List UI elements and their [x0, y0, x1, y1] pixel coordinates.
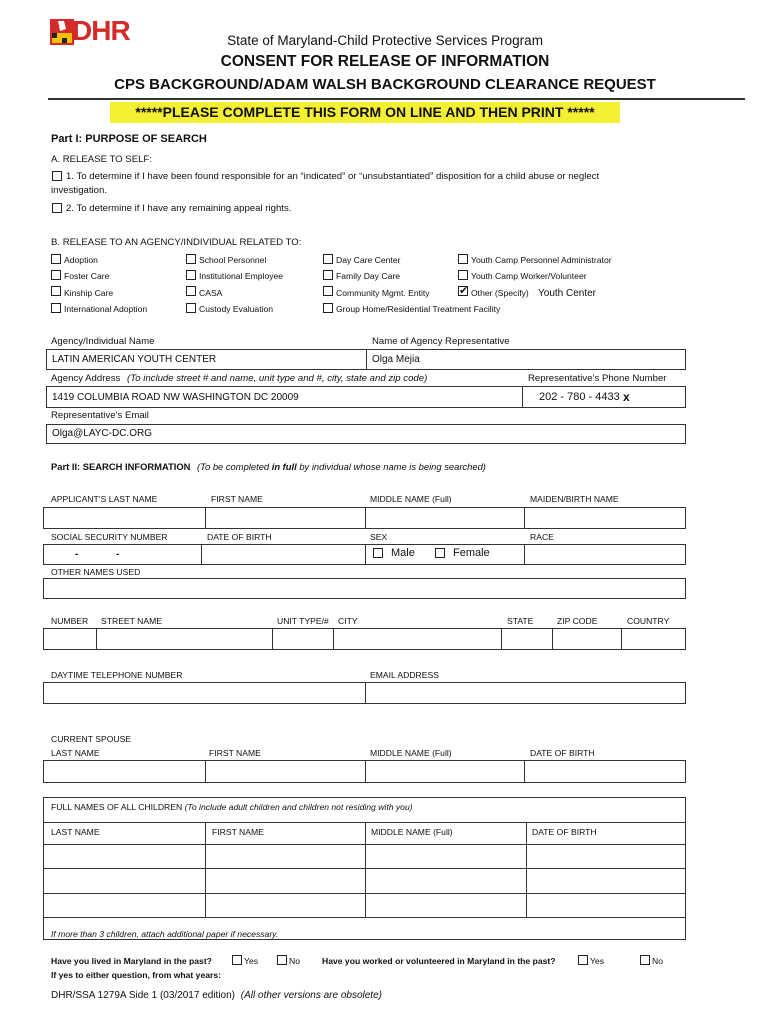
addr-street-label: STREET NAME	[101, 616, 162, 626]
title-divider	[48, 98, 745, 100]
agency-name-label: Agency/Individual Name	[51, 336, 155, 347]
agency-address-input[interactable]: 1419 COLUMBIA ROAD NW WASHINGTON DC 20009	[52, 392, 299, 403]
email-address-input[interactable]	[366, 683, 685, 703]
children-title-text: FULL NAMES OF ALL CHILDREN	[51, 802, 185, 812]
program-name: State of Maryland-Child Protective Services Program	[227, 33, 543, 48]
child-last-label: LAST NAME	[51, 827, 100, 837]
child-first-label: FIRST NAME	[212, 827, 264, 837]
sex-label: SEX	[370, 532, 388, 542]
purpose-1-text: 1. To determine if I have been found responsible for an “indicated” or “unsubstantiated” disposition for a child abuse or neglect	[66, 171, 600, 182]
kinship-care-checkbox[interactable]	[51, 286, 61, 296]
day-care-center-label: Day Care Center	[336, 255, 401, 265]
addr-city-label: CITY	[338, 616, 358, 626]
youth-camp-admin-label: Youth Camp Personnel Administrator	[471, 255, 612, 265]
agency-address-label-text: Agency Address	[51, 373, 121, 384]
part1-title: Part I: PURPOSE OF SEARCH	[51, 133, 207, 145]
child-dob-label: DATE OF BIRTH	[532, 827, 597, 837]
youth-camp-admin-checkbox[interactable]	[458, 254, 468, 264]
agency-address-label	[51, 373, 427, 384]
other-label: Other (Specify)	[471, 288, 529, 298]
ssn-divider-2	[365, 544, 366, 565]
worked-no-label: No	[652, 956, 663, 966]
spouse-last-label: LAST NAME	[51, 748, 100, 758]
ssn-dash-2: -	[116, 549, 120, 560]
ssn-divider-3	[524, 544, 525, 565]
part2-hint-c: by individual whose name is being searched)	[296, 461, 486, 472]
spouse-first-label: FIRST NAME	[209, 748, 261, 758]
rep-phone-label: Representative’s Phone Number	[528, 373, 667, 384]
agency-row-divider	[366, 349, 367, 370]
part2-title	[51, 461, 486, 472]
school-personnel-label: School Personnel	[199, 255, 267, 265]
community-mgmt-label: Community Mgmt. Entity	[336, 288, 430, 298]
first-name-label: FIRST NAME	[211, 494, 263, 504]
children-note: If more than 3 children, attach additional paper if necessary.	[51, 929, 279, 939]
ssn-label: SOCIAL SECURITY NUMBER	[51, 532, 168, 542]
other-names-label: OTHER NAMES USED	[51, 567, 141, 577]
part2-hint-b: in full	[271, 461, 297, 472]
addr-divider-3	[333, 628, 334, 650]
last-name-label: APPLICANT’S LAST NAME	[51, 494, 158, 504]
international-adoption-label: International Adoption	[64, 304, 148, 314]
agency-address-hint: (To include street # and name, unit type and #, city, state and zip code)	[127, 373, 428, 384]
form-footer	[51, 990, 382, 1001]
worked-maryland-question: Have you worked or volunteered in Maryland in the past?	[322, 956, 556, 966]
youth-camp-worker-label: Youth Camp Worker/Volunteer	[471, 271, 587, 281]
rep-email-label: Representative’s Email	[51, 410, 149, 421]
children-line-4	[43, 917, 686, 918]
kinship-care-label: Kinship Care	[64, 288, 114, 298]
daytime-phone-input[interactable]	[44, 683, 364, 703]
youth-camp-worker-checkbox[interactable]	[458, 270, 468, 280]
other-names-input[interactable]	[43, 578, 686, 599]
addr-divider-2	[272, 628, 273, 650]
address-row-divider	[522, 386, 523, 408]
other-checkbox[interactable]	[458, 286, 468, 296]
address-row-box	[43, 628, 686, 650]
female-label: Female	[453, 547, 490, 559]
group-home-label: Group Home/Residential Treatment Facility	[336, 304, 501, 314]
lived-no-label: No	[289, 956, 300, 966]
casa-label: CASA	[199, 288, 223, 298]
part2-hint-a: (To be completed	[197, 461, 272, 472]
middle-name-input[interactable]	[366, 508, 523, 528]
lived-yes-checkbox[interactable]	[232, 955, 242, 965]
middle-name-label: MIDDLE NAME (Full)	[370, 494, 452, 504]
race-label: RACE	[530, 532, 554, 542]
spouse-dob-label: DATE OF BIRTH	[530, 748, 595, 758]
lived-no-checkbox[interactable]	[277, 955, 287, 965]
casa-checkbox[interactable]	[186, 286, 196, 296]
last-name-input[interactable]	[44, 508, 204, 528]
spouse-middle-label: MIDDLE NAME (Full)	[370, 748, 452, 758]
logo-text: DHR	[72, 15, 130, 46]
maiden-name-input[interactable]	[525, 508, 685, 528]
children-divider-2	[365, 822, 366, 917]
purpose-1-checkbox[interactable]	[52, 171, 62, 181]
children-divider-3	[526, 822, 527, 917]
addr-divider-6	[621, 628, 622, 650]
agency-name-input[interactable]: LATIN AMERICAN YOUTH CENTER	[52, 354, 217, 365]
rep-phone-ext[interactable]: x	[623, 390, 630, 404]
addr-unit-label: UNIT TYPE/#	[277, 616, 329, 626]
addr-number-label: NUMBER	[51, 616, 89, 626]
release-agency-label: B. RELEASE TO AN AGENCY/INDIVIDUAL RELATED TO:	[51, 237, 302, 248]
children-title-hint: (To include adult children and children not residing with you)	[184, 802, 413, 812]
children-divider-1	[205, 822, 206, 917]
foster-care-checkbox[interactable]	[51, 270, 61, 280]
form-version-note: (All other versions are obsolete)	[240, 990, 382, 1001]
family-day-care-checkbox[interactable]	[323, 270, 333, 280]
addr-divider-1	[96, 628, 97, 650]
female-checkbox[interactable]	[435, 548, 445, 558]
first-name-input[interactable]	[206, 508, 364, 528]
lived-maryland-question: Have you lived in Maryland in the past?	[51, 956, 212, 966]
email-address-label: EMAIL ADDRESS	[370, 670, 439, 680]
agency-rep-input[interactable]: Olga Mejia	[372, 354, 420, 365]
instruction-banner: *****PLEASE COMPLETE THIS FORM ON LINE AND THEN PRINT *****	[110, 102, 620, 123]
release-self-label: A. RELEASE TO SELF:	[51, 154, 152, 165]
purpose-2-text: 2. To determine if I have any remaining appeal rights.	[66, 203, 292, 214]
school-personnel-checkbox[interactable]	[186, 254, 196, 264]
form-title: CONSENT FOR RELEASE OF INFORMATION	[220, 53, 550, 70]
daytime-phone-label: DAYTIME TELEPHONE NUMBER	[51, 670, 183, 680]
part2-title-text: Part II: SEARCH INFORMATION	[51, 461, 191, 472]
spouse-divider-2	[365, 760, 366, 783]
custody-evaluation-checkbox[interactable]	[186, 303, 196, 313]
addr-state-label: STATE	[507, 616, 534, 626]
maiden-name-label: MAIDEN/BIRTH NAME	[530, 494, 619, 504]
day-care-center-checkbox[interactable]	[323, 254, 333, 264]
worked-yes-label: Yes	[590, 956, 605, 966]
community-mgmt-checkbox[interactable]	[323, 286, 333, 296]
custody-evaluation-label: Custody Evaluation	[199, 304, 274, 314]
years-question: If yes to either question, from what years:	[51, 970, 222, 980]
institutional-employee-checkbox[interactable]	[186, 270, 196, 280]
institutional-employee-label: Institutional Employee	[199, 271, 284, 281]
children-title	[51, 802, 413, 812]
spouse-divider-1	[205, 760, 206, 783]
ssn-dash-1: -	[75, 549, 79, 560]
form-subtitle: CPS BACKGROUND/ADAM WALSH BACKGROUND CLEARANCE REQUEST	[114, 76, 656, 93]
ssn-divider-1	[201, 544, 202, 565]
group-home-checkbox[interactable]	[323, 303, 333, 313]
addr-divider-4	[501, 628, 502, 650]
international-adoption-checkbox[interactable]	[51, 303, 61, 313]
agency-rep-label: Name of Agency Representative	[372, 336, 510, 347]
adoption-label: Adoption	[64, 255, 98, 265]
worked-yes-checkbox[interactable]	[578, 955, 588, 965]
purpose-2-checkbox[interactable]	[52, 203, 62, 213]
family-day-care-label: Family Day Care	[336, 271, 400, 281]
child-middle-label: MIDDLE NAME (Full)	[371, 827, 453, 837]
addr-divider-5	[552, 628, 553, 650]
spouse-divider-3	[524, 760, 525, 783]
adoption-checkbox[interactable]	[51, 254, 61, 264]
addr-country-label: COUNTRY	[627, 616, 670, 626]
lived-yes-label: Yes	[244, 956, 259, 966]
addr-zip-label: ZIP CODE	[557, 616, 598, 626]
worked-no-checkbox[interactable]	[640, 955, 650, 965]
foster-care-label: Foster Care	[64, 271, 110, 281]
dob-label: DATE OF BIRTH	[207, 532, 272, 542]
purpose-1-text-cont: investigation.	[51, 185, 107, 196]
spouse-title: CURRENT SPOUSE	[51, 734, 132, 744]
rep-email-input[interactable]: Olga@LAYC-DC.ORG	[52, 428, 152, 439]
male-label: Male	[391, 547, 415, 559]
form-id: DHR/SSA 1279A Side 1 (03/2017 edition)	[51, 990, 236, 1001]
rep-phone-input[interactable]: 202 - 780 - 4433	[539, 391, 620, 403]
male-checkbox[interactable]	[373, 548, 383, 558]
other-specify-input[interactable]: Youth Center	[538, 288, 597, 299]
